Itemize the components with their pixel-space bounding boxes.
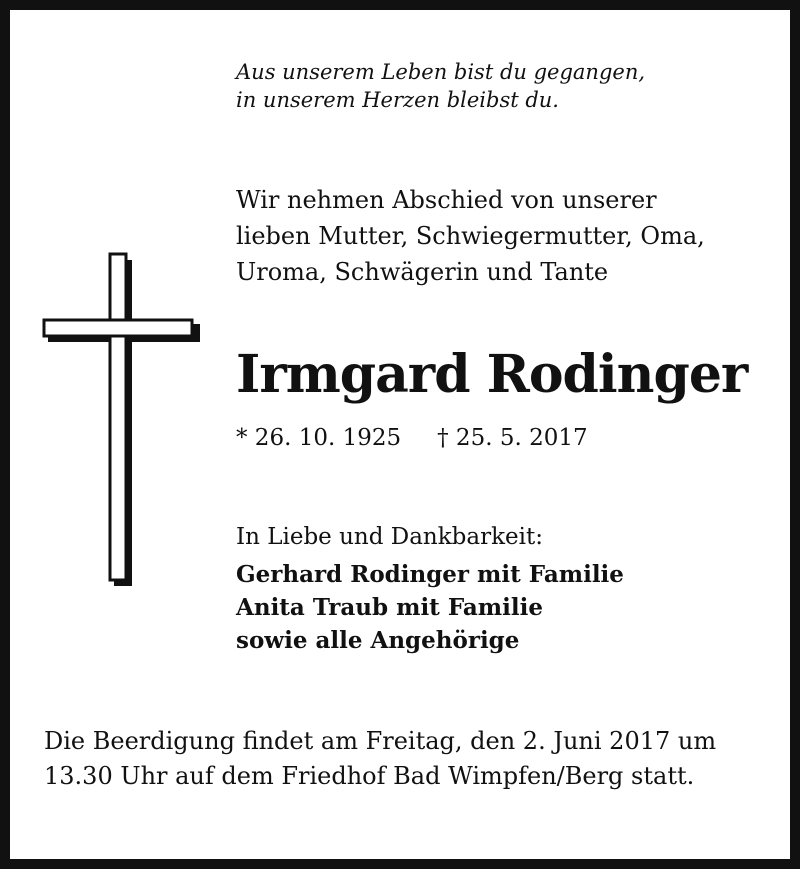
farewell-line: Uroma, Schwägerin und Tante <box>236 258 609 286</box>
death-date: † 25. 5. 2017 <box>437 425 588 451</box>
funeral-details <box>44 724 774 794</box>
farewell-line: lieben Mutter, Schwiegermutter, Oma, <box>236 222 705 250</box>
thanks-label: In Liebe und Dankbarkeit: <box>236 524 543 550</box>
farewell-line: Wir nehmen Abschied von unserer <box>236 186 657 214</box>
farewell-text <box>236 182 776 290</box>
funeral-line: Die Beerdigung findet am Freitag, den 2. Juni 2017 um <box>44 727 717 755</box>
deceased-name: Irmgard Rodinger <box>236 344 748 405</box>
mourner-entry: sowie alle Angehörige <box>236 627 520 654</box>
christian-cross-icon <box>40 250 205 590</box>
life-dates <box>236 420 756 456</box>
funeral-line: 13.30 Uhr auf dem Friedhof Bad Wimpfen/Berg statt. <box>44 762 695 790</box>
quote-line: in unserem Herzen bleibst du. <box>236 88 559 112</box>
birth-date: * 26. 10. 1925 <box>236 425 402 451</box>
quote-line: Aus unserem Leben bist du gegangen, <box>236 60 646 84</box>
mourner-entry: Anita Traub mit Familie <box>236 594 543 621</box>
mourners-list <box>236 558 776 657</box>
memorial-quote <box>236 58 756 114</box>
mourner-entry: Gerhard Rodinger mit Familie <box>236 561 624 588</box>
